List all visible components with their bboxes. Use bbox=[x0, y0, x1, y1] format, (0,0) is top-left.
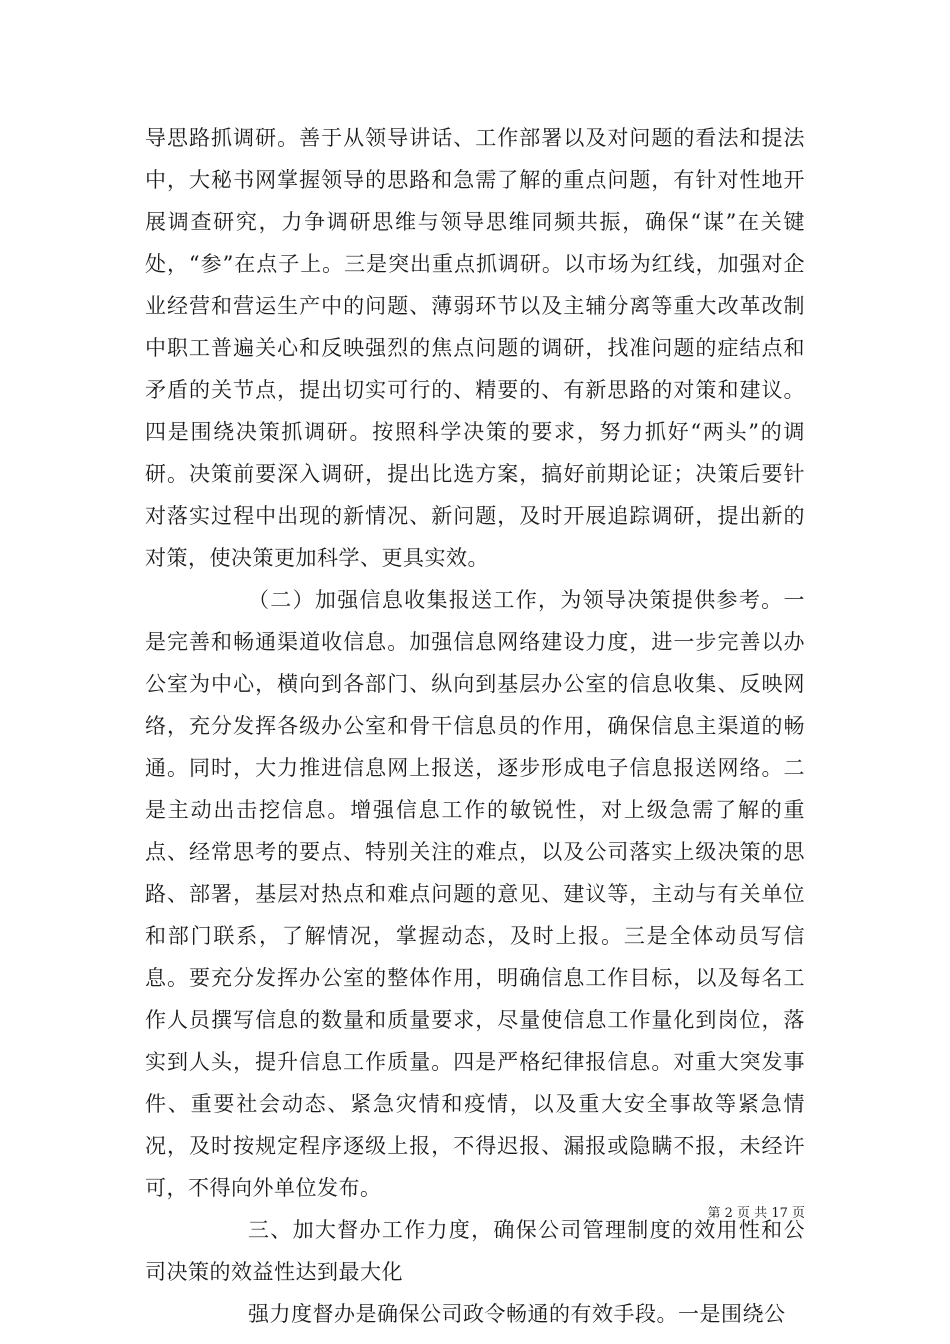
section-heading-supervision: 三、加大督办工作力度，确保公司管理制度的效用性和公司决策的效益性达到最大化 bbox=[145, 1218, 805, 1284]
page-number-footer: 第 2 页 共 17 页 bbox=[707, 1206, 805, 1221]
paragraph-supervision: 强力度督办是确保公司政令畅通的有效手段。一是围绕公 bbox=[248, 1302, 786, 1326]
document-body bbox=[145, 117, 805, 1335]
paragraph-research: 导思路抓调研。善于从领导讲话、工作部署以及对问题的看法和提法中，大秘书网掌握领导的思路和急需了解的重点问题，有针对性地开展调查研究，力争调研思维与领导思维同频共振，确保“谋”在关键处，“参”在点子上。三是突出重点抓调研。以市场为红线，加强对企业经营和营运生产中的问题、薄弱环节以及主辅分离等重大改革改制中职工普遍关心和反映强烈的焦点问题的调研，找准问题的症结点和矛盾的关节点，提出切实可行的、精要的、有新思路的对策和建议。四是围绕决策抓调研。按照科学决策的要求，努力抓好“两头”的调研。决策前要深入调研，提出比选方案，搞好前期论证；决策后要针对落实过程中出现的新情况、新问题，及时开展追踪调研，提出新的对策，使决策更加科学、更具实效。 bbox=[145, 126, 805, 570]
paragraph-information: （二）加强信息收集报送工作，为领导决策提供参考。一是完善和畅通渠道收信息。加强信息网络建设力度，进一步完善以办公室为中心，横向到各部门、纵向到基层办公室的信息收集、反映网络，充分发挥各级办公室和骨干信息员的作用，确保信息主渠道的畅通。同时，大力推进信息网上报送，逐步形成电子信息报送网络。二是主动出击挖信息。增强信息工作的敏锐性，对上级急需了解的重点、经常思考的要点、特别关注的难点，以及公司落实上级决策的思路、部署，基层对热点和难点问题的意见、建议等，主动与有关单位和部门联系，了解情况，掌握动态，及时上报。三是全体动员写信息。要充分发挥办公室的整体作用，明确信息工作目标，以及每名工作人员撰写信息的数量和质量要求，尽量使信息工作量化到岗位，落实到人头，提升信息工作质量。四是严格纪律报信息。对重大突发事件、重要社会动态、紧急灾情和疫情，以及重大安全事故等紧急情况，及时按规定程序逐级上报，不得迟报、漏报或隐瞒不报，未经许可，不得向外单位发布。 bbox=[145, 588, 805, 1200]
